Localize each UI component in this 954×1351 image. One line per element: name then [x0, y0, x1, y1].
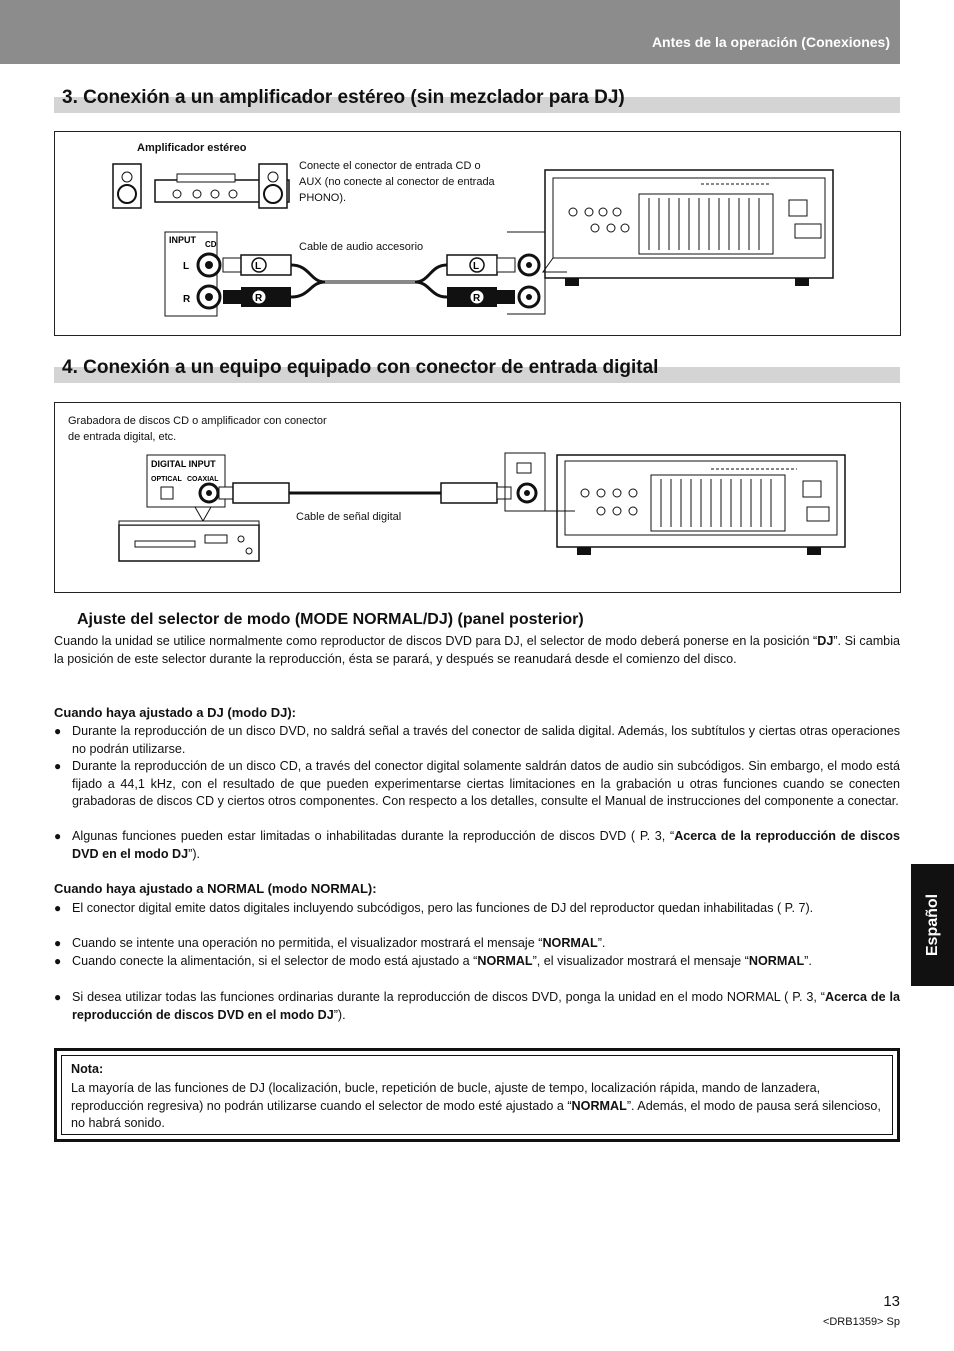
optical-jack-icon [161, 487, 173, 499]
speaker-left-icon [113, 164, 141, 208]
cd-text: CD [205, 240, 217, 249]
dj-mode-heading: Cuando haya ajustado a DJ (modo DJ): [54, 705, 296, 720]
r-text: R [183, 294, 191, 305]
section3-title-bar [54, 87, 900, 113]
section3-diagram [54, 131, 901, 336]
document-code: <DRB1359> Sp [822, 1316, 900, 1328]
svg-text:L: L [473, 261, 480, 272]
cd-recorder-icon [119, 521, 259, 561]
input-text: INPUT [169, 235, 196, 245]
mode-intro: Cuando la unidad se utilice normalmente como reproductor de discos DVD para DJ, el selector de modo deberá ponerse en la posición “DJ”. Si cambia la posición de este selector durante la reproducción, ésta se parará, y después se reanudará desde el comienzo del disco. [54, 634, 900, 666]
note-text: La mayoría de las funciones de DJ (localización, bucle, repetición de bucle, ajuste de tempo, localización rápida, mando de lanzadera, reproducción regresiva) no podrán utilizarse cuando el selector de modo esté ajustado a “NORMAL”. Además, el modo de pausa será silencioso, no habrá sonido. [71, 1081, 881, 1130]
language-tab: Español [911, 864, 954, 986]
svg-text:R: R [255, 293, 263, 304]
page-number: 13 [883, 1293, 900, 1310]
connection-diagram-digital [55, 403, 900, 592]
optical-text: OPTICAL [151, 476, 182, 483]
connect-note: Conecte el conector de entrada CD o AUX (no conecte al conector de entrada PHONO). [299, 160, 495, 204]
l-text: L [183, 261, 190, 272]
section4-title-bar [54, 357, 900, 383]
header-bar [0, 0, 900, 64]
svg-text:R: R [473, 293, 481, 304]
coaxial-text: COAXIAL [187, 476, 219, 483]
digital-input-text: DIGITAL INPUT [151, 459, 216, 469]
amp-label: Amplificador estéreo [137, 142, 247, 154]
section3-title: 3. Conexión a un amplificador estéreo (sin mezclador para DJ) [62, 87, 625, 108]
breadcrumb: Antes de la operación (Conexiones) [651, 34, 890, 50]
recorder-label: Grabadora de discos CD o amplificador con conector de entrada digital, etc. [68, 415, 327, 443]
normal-mode-heading: Cuando haya ajustado a NORMAL (modo NORMAL): [54, 881, 377, 896]
section4-diagram [54, 402, 901, 593]
player-rear-panel-icon [543, 170, 833, 286]
section4-title: 4. Conexión a un equipo equipado con conector de entrada digital [62, 357, 659, 378]
mode-heading: Ajuste del selector de modo (MODE NORMAL/DJ) (panel posterior) [77, 611, 584, 628]
cable-label: Cable de audio accesorio [299, 241, 424, 253]
player-rear-panel-icon [545, 455, 845, 555]
note-box [54, 1048, 900, 1142]
digital-cable-label: Cable de señal digital [296, 511, 402, 523]
svg-text:L: L [255, 261, 262, 272]
connection-diagram-amp [55, 132, 900, 335]
speaker-right-icon [259, 164, 287, 208]
note-title: Nota: [71, 1062, 104, 1076]
